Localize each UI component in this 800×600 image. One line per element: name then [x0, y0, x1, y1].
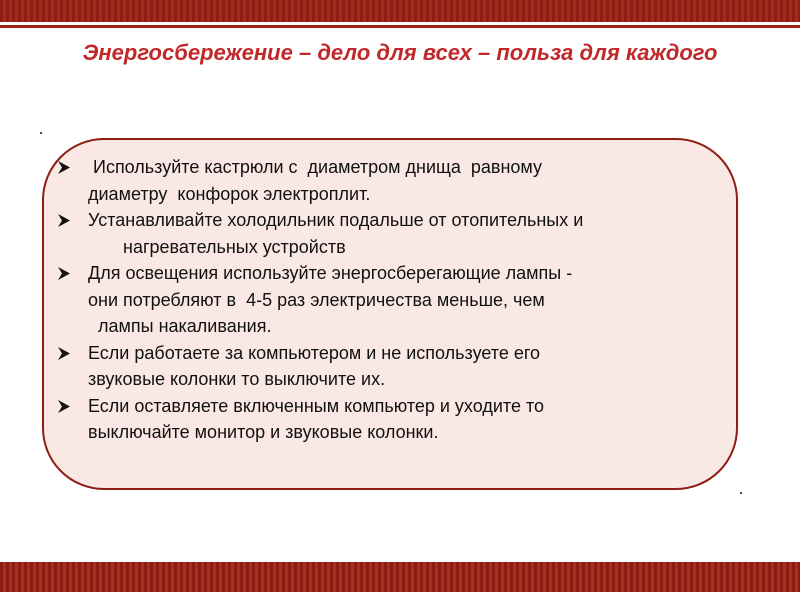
bullet-item	[56, 260, 726, 340]
slide-title: Энергосбережение – дело для всех – польза для каждого	[82, 40, 718, 65]
bullet-line: Если оставляете включенным компьютер и уходите то	[88, 395, 545, 416]
bullet-line: нагревательных устройств	[88, 236, 346, 257]
bullet-line: выключайте монитор и звуковые колонки.	[88, 422, 439, 442]
chevron-arrow-icon	[58, 347, 70, 360]
decorative-dot	[740, 492, 742, 494]
bullet-line: диаметру конфорок электроплит.	[88, 183, 371, 204]
chevron-arrow-icon	[58, 400, 70, 413]
bullet-line: Если работаете за компьютером и не используете его	[88, 342, 541, 363]
decorative-dot	[40, 132, 42, 134]
bullet-item	[56, 340, 726, 393]
bullet-line: лампы накаливания.	[88, 316, 272, 336]
bullet-item	[56, 154, 726, 207]
chevron-arrow-icon	[58, 267, 70, 280]
bottom-decorative-band	[0, 562, 800, 592]
bullet-item	[56, 207, 726, 260]
bullet-item	[56, 393, 726, 446]
top-divider-line	[0, 25, 800, 28]
chevron-arrow-icon	[58, 161, 70, 174]
bullet-line: звуковые колонки то выключите их.	[88, 369, 386, 389]
bullet-list	[56, 154, 726, 446]
chevron-arrow-icon	[58, 214, 70, 227]
bullet-line: Устанавливайте холодильник подальше от отопительных и	[88, 210, 584, 230]
bullet-line: они потребляют в 4-5 раз электричества меньше, чем	[88, 289, 545, 310]
bullet-line: Для освещения используйте энергосберегающие лампы -	[88, 263, 573, 283]
top-decorative-band	[0, 0, 800, 22]
bullet-line: Используйте кастрюли с диаметром днища равному	[88, 157, 542, 177]
